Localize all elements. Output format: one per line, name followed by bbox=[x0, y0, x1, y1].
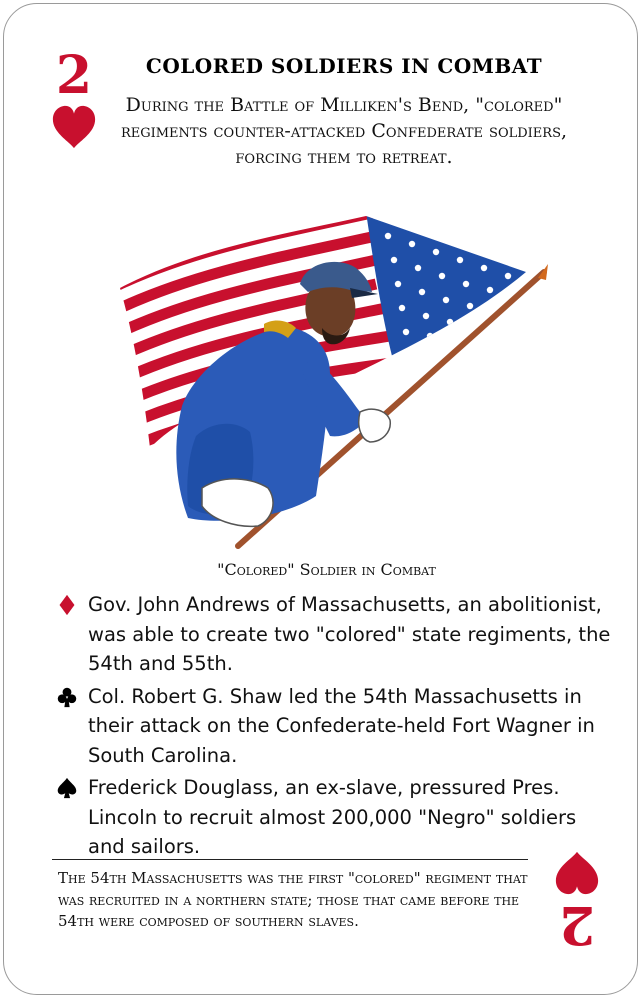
footnote-divider bbox=[52, 859, 528, 860]
fact-item bbox=[52, 773, 612, 862]
diamond-icon bbox=[56, 594, 78, 616]
fact-item bbox=[52, 590, 612, 679]
spade-icon bbox=[56, 777, 78, 799]
fact-text: Col. Robert G. Shaw led the 54th Massachusetts in their attack on the Confederate-held Fort Wagner in South Carolina. bbox=[88, 684, 595, 767]
intro-text: During the Battle of Milliken's Bend, "colored" regiments counter-attacked Confederate soldiers, forcing them to retreat. bbox=[120, 94, 568, 168]
fact-text: Gov. John Andrews of Massachusetts, an abolitionist, was able to create two "colored" state regiments, the 54th and 55th. bbox=[88, 593, 611, 675]
soldier-flag-illustration bbox=[116, 206, 556, 551]
heart-icon bbox=[50, 104, 98, 152]
illustration-caption: "Colored" Soldier in Combat bbox=[217, 560, 436, 579]
corner-index-bottom bbox=[547, 848, 607, 955]
fact-item bbox=[52, 682, 612, 771]
card-title: COLORED SOLDIERS IN COMBAT bbox=[145, 54, 543, 78]
club-icon bbox=[56, 686, 78, 708]
fact-text: Frederick Douglass, an ex-slave, pressured Pres. Lincoln to recruit almost 200,000 "Negro" soldiers and sailors. bbox=[88, 776, 577, 858]
card-rank: 2 bbox=[558, 894, 596, 955]
corner-index-top bbox=[44, 45, 104, 152]
heart-icon bbox=[553, 848, 601, 896]
footnote-text: The 54th Massachusetts was the first "colored" regiment that was recruited in a northern state; those that came before the 54th were composed of southern slaves. bbox=[58, 869, 528, 930]
card-rank: 2 bbox=[55, 45, 93, 106]
fact-list bbox=[52, 590, 612, 865]
playing-card bbox=[3, 3, 638, 995]
